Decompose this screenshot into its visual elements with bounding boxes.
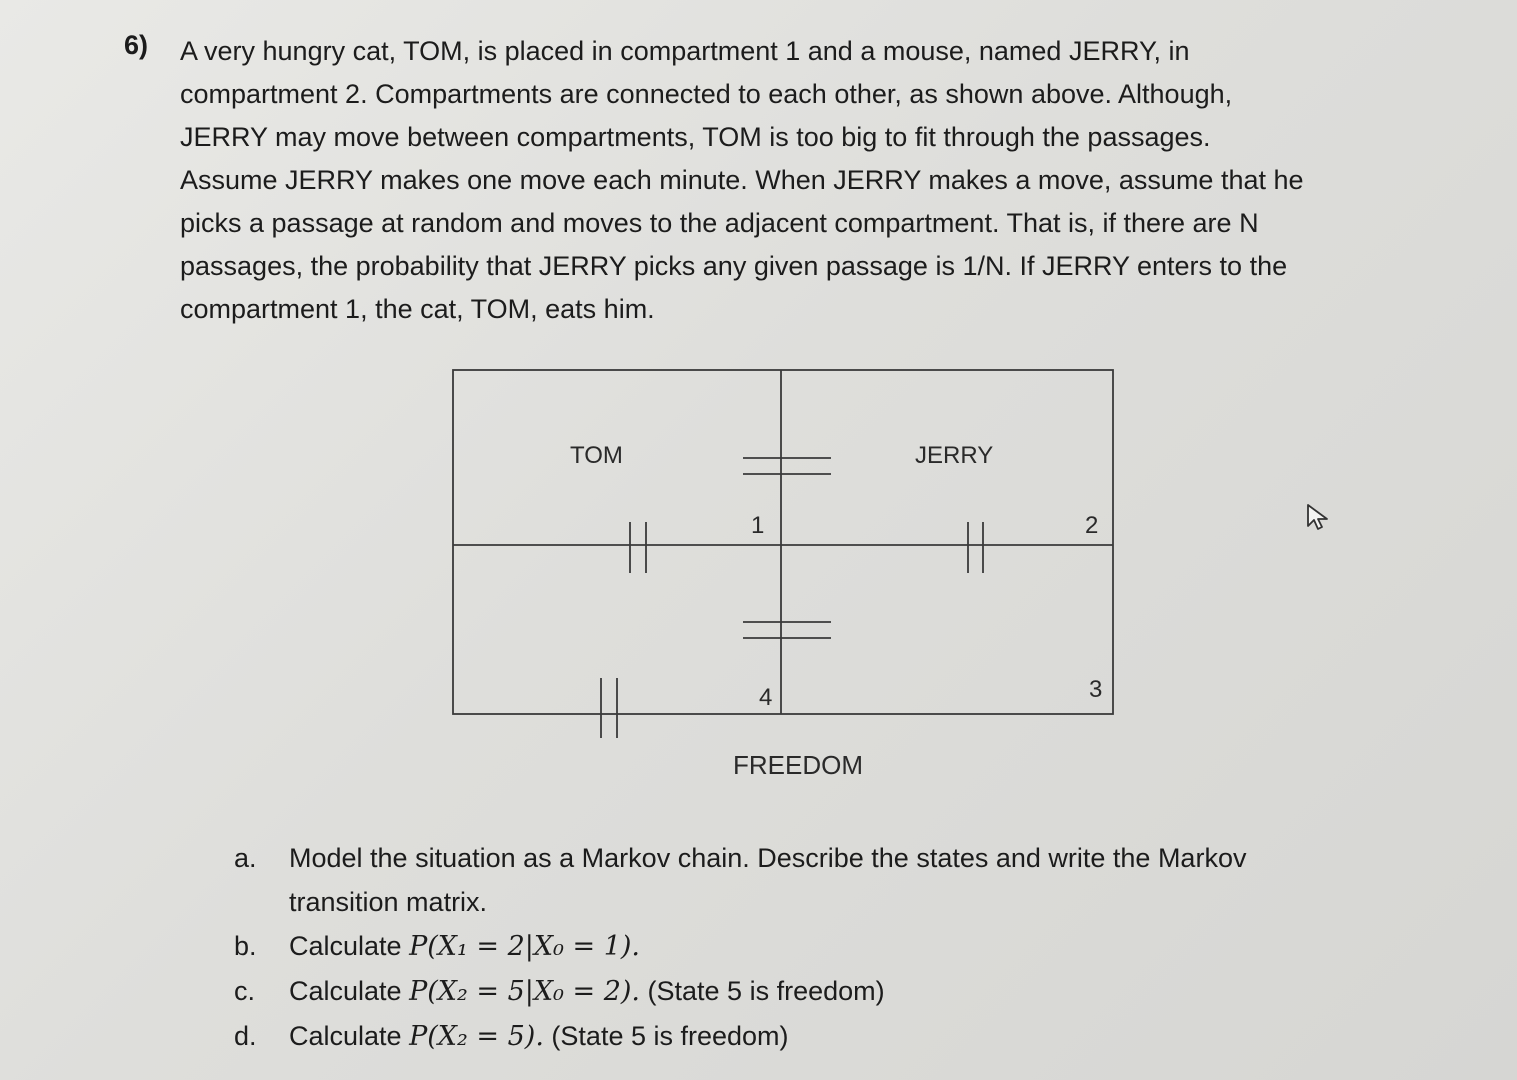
- passage-2-3: [968, 522, 983, 573]
- question-formula: P(X₂ = 5).: [409, 1021, 544, 1052]
- freedom-label: FREEDOM: [733, 750, 863, 780]
- passage-4-freedom: [601, 678, 617, 738]
- question-letter: a.: [234, 843, 257, 873]
- question-formula: P(X₂ = 5|X₀ = 2).: [409, 976, 641, 1007]
- question-note: (State 5 is freedom): [543, 1021, 789, 1051]
- problem-line: compartment 2. Compartments are connected to each other, as shown above. Although,: [180, 79, 1233, 109]
- problem-line: picks a passage at random and moves to the adjacent compartment. That is, if there are N: [180, 208, 1259, 238]
- problem-line: A very hungry cat, TOM, is placed in compartment 1 and a mouse, named JERRY, in: [180, 36, 1190, 66]
- mouse-pointer-icon: [1305, 502, 1333, 532]
- question-c: [234, 969, 1246, 1014]
- question-a: [234, 836, 1246, 924]
- question-text: Calculate: [289, 1021, 410, 1051]
- room-number-1: 1: [751, 512, 765, 539]
- room-number-3: 3: [1089, 676, 1103, 703]
- question-letter: b.: [234, 931, 257, 961]
- compartment-walls: [453, 370, 1113, 714]
- question-text: Calculate: [289, 931, 410, 961]
- problem-number: 6): [124, 30, 149, 60]
- question-text: Calculate: [289, 976, 410, 1006]
- question-note: (State 5 is freedom): [640, 976, 885, 1006]
- question-b: [234, 924, 1246, 969]
- jerry-label: JERRY: [915, 442, 994, 469]
- question-text: transition matrix.: [289, 887, 488, 917]
- room-number-2: 2: [1085, 512, 1099, 539]
- compartment-diagram: [453, 370, 1113, 714]
- problem-line: compartment 1, the cat, TOM, eats him.: [180, 294, 655, 324]
- problem-line: passages, the probability that JERRY picks any given passage is 1/N. If JERRY enters to the: [180, 251, 1288, 281]
- question-d: [234, 1014, 1246, 1059]
- problem-statement: [180, 30, 1380, 331]
- question-letter: d.: [234, 1021, 257, 1051]
- question-formula: P(X₁ = 2|X₀ = 1).: [409, 931, 641, 962]
- room-number-4: 4: [759, 684, 773, 711]
- outer-wall: [453, 370, 1113, 714]
- problem-line: Assume JERRY makes one move each minute. When JERRY makes a move, assume that he: [180, 165, 1304, 195]
- passage-1-2: [743, 458, 831, 474]
- question-letter: c.: [234, 976, 256, 1006]
- question-text: Model the situation as a Markov chain. Describe the states and write the Markov: [289, 843, 1247, 873]
- question-list: [234, 836, 1246, 1059]
- tom-label: TOM: [570, 442, 623, 469]
- passage-4-3: [743, 622, 831, 638]
- passage-1-4: [630, 522, 646, 573]
- problem-line: JERRY may move between compartments, TOM is too big to fit through the passages.: [180, 122, 1211, 152]
